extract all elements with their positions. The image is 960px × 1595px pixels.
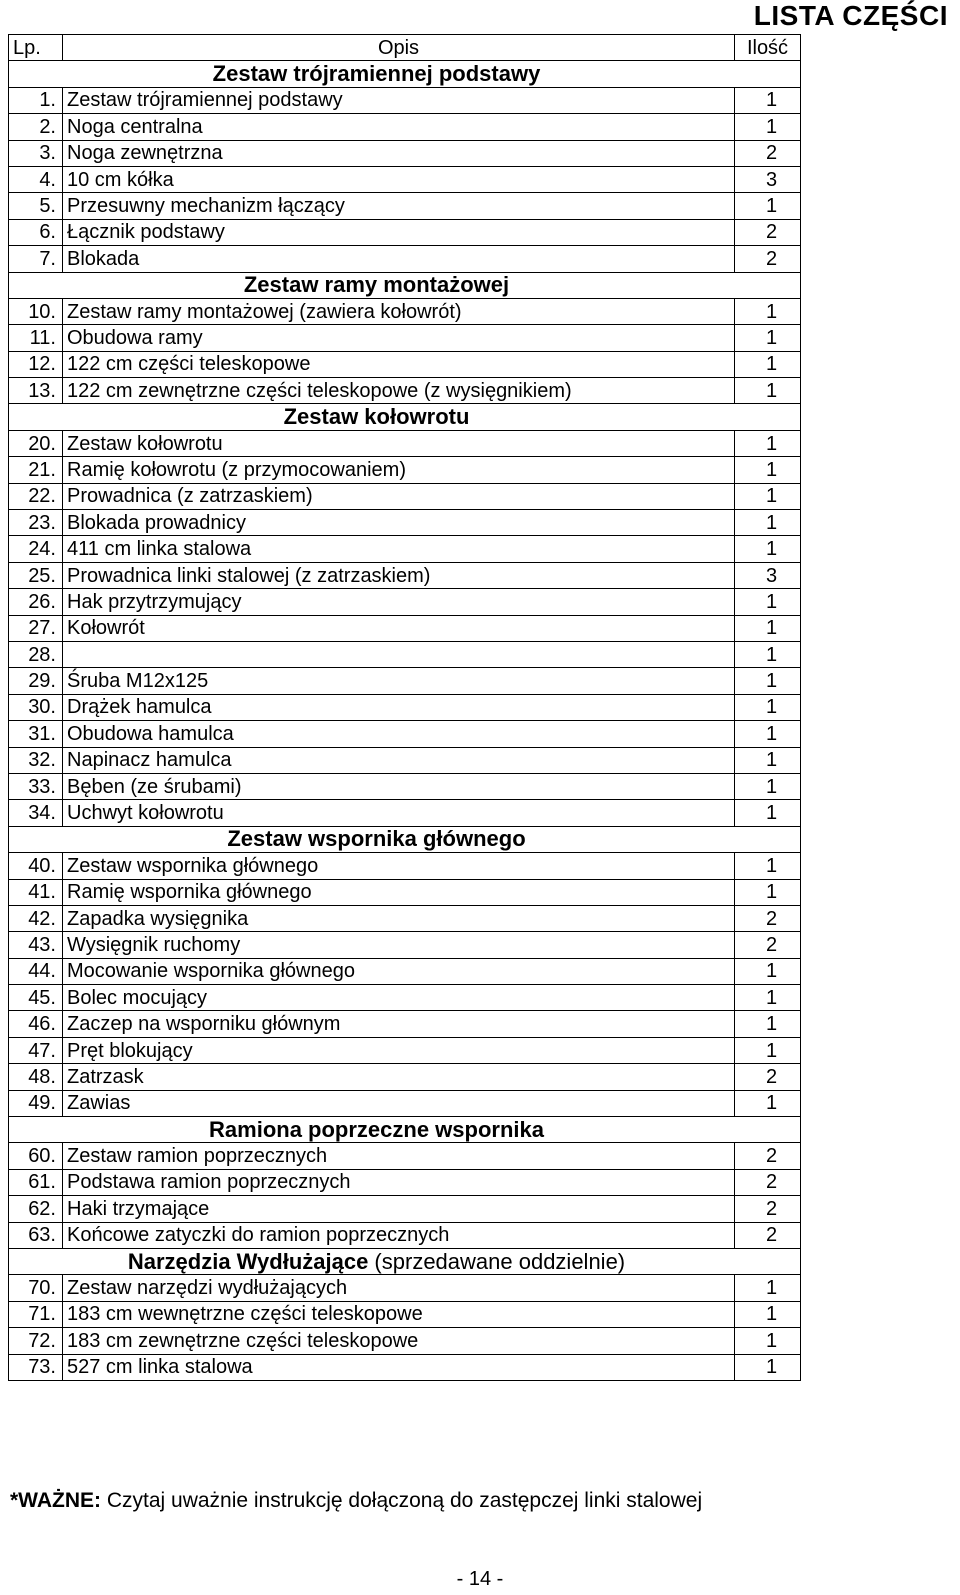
note-label: *WAŻNE: bbox=[10, 1489, 101, 1512]
table-row bbox=[9, 87, 801, 113]
part-quantity: 1 bbox=[735, 430, 801, 456]
part-number: 13. bbox=[9, 378, 63, 404]
part-quantity: 1 bbox=[735, 958, 801, 984]
table-row bbox=[9, 430, 801, 456]
part-quantity: 2 bbox=[735, 1169, 801, 1195]
part-number: 49. bbox=[9, 1090, 63, 1116]
part-number: 1. bbox=[9, 87, 63, 113]
section-title-bold: Zestaw kołowrotu bbox=[283, 404, 470, 430]
table-row bbox=[9, 483, 801, 509]
table-row bbox=[9, 615, 801, 641]
part-number: 44. bbox=[9, 958, 63, 984]
part-number: 71. bbox=[9, 1301, 63, 1327]
part-number: 45. bbox=[9, 985, 63, 1011]
part-quantity: 1 bbox=[735, 193, 801, 219]
part-quantity: 1 bbox=[735, 853, 801, 879]
part-quantity: 1 bbox=[735, 668, 801, 694]
section-row bbox=[9, 1117, 801, 1143]
part-number: 63. bbox=[9, 1222, 63, 1248]
part-description: Ramię kołowrotu (z przymocowaniem) bbox=[63, 457, 735, 483]
part-description: Mocowanie wspornika głównego bbox=[63, 958, 735, 984]
part-number: 11. bbox=[9, 325, 63, 351]
table-row bbox=[9, 800, 801, 826]
table-row bbox=[9, 166, 801, 192]
part-number: 4. bbox=[9, 166, 63, 192]
table-header-row bbox=[9, 35, 801, 61]
part-description: Przesuwny mechanizm łączący bbox=[63, 193, 735, 219]
table-row bbox=[9, 853, 801, 879]
section-title bbox=[9, 61, 801, 87]
section-title-bold: Ramiona poprzeczne wspornika bbox=[209, 1116, 544, 1142]
part-quantity: 2 bbox=[735, 932, 801, 958]
part-number: 27. bbox=[9, 615, 63, 641]
part-number: 2. bbox=[9, 114, 63, 140]
part-description: Prowadnica linki stalowej (z zatrzaskiem) bbox=[63, 562, 735, 588]
part-quantity: 1 bbox=[735, 378, 801, 404]
header-description: Opis bbox=[63, 35, 735, 61]
part-description: Bęben (ze śrubami) bbox=[63, 773, 735, 799]
part-description: Zestaw ramy montażowej (zawiera kołowrót) bbox=[63, 298, 735, 324]
part-description: Zatrzask bbox=[63, 1064, 735, 1090]
table-row bbox=[9, 668, 801, 694]
part-description: 122 cm części teleskopowe bbox=[63, 351, 735, 377]
table-row bbox=[9, 1064, 801, 1090]
part-description: Prowadnica (z zatrzaskiem) bbox=[63, 483, 735, 509]
part-number: 30. bbox=[9, 694, 63, 720]
section-row bbox=[9, 826, 801, 852]
part-quantity: 1 bbox=[735, 747, 801, 773]
part-number: 43. bbox=[9, 932, 63, 958]
part-number: 5. bbox=[9, 193, 63, 219]
part-quantity: 1 bbox=[735, 615, 801, 641]
table-row bbox=[9, 747, 801, 773]
part-number: 23. bbox=[9, 510, 63, 536]
table-row bbox=[9, 694, 801, 720]
part-quantity: 1 bbox=[735, 114, 801, 140]
section-row bbox=[9, 1248, 801, 1274]
part-description: Końcowe zatyczki do ramion poprzecznych bbox=[63, 1222, 735, 1248]
part-quantity: 1 bbox=[735, 325, 801, 351]
section-row bbox=[9, 404, 801, 430]
part-quantity: 1 bbox=[735, 536, 801, 562]
section-title-note: (sprzedawane oddzielnie) bbox=[368, 1248, 626, 1274]
part-quantity: 1 bbox=[735, 298, 801, 324]
part-number: 20. bbox=[9, 430, 63, 456]
part-description: Obudowa ramy bbox=[63, 325, 735, 351]
part-description: Bolec mocujący bbox=[63, 985, 735, 1011]
header-quantity: Ilość bbox=[735, 35, 801, 61]
part-number: 46. bbox=[9, 1011, 63, 1037]
header-lp: Lp. bbox=[9, 35, 63, 61]
part-number: 28. bbox=[9, 641, 63, 667]
part-number: 25. bbox=[9, 562, 63, 588]
table-row bbox=[9, 351, 801, 377]
part-description: Śruba M12x125 bbox=[63, 668, 735, 694]
part-description: Noga centralna bbox=[63, 114, 735, 140]
table-row bbox=[9, 219, 801, 245]
part-quantity: 1 bbox=[735, 589, 801, 615]
part-quantity: 1 bbox=[735, 87, 801, 113]
part-description: Napinacz hamulca bbox=[63, 747, 735, 773]
section-title bbox=[9, 272, 801, 298]
part-quantity: 2 bbox=[735, 219, 801, 245]
part-description: 122 cm zewnętrzne części teleskopowe (z wysięgnikiem) bbox=[63, 378, 735, 404]
part-number: 32. bbox=[9, 747, 63, 773]
part-description: Drążek hamulca bbox=[63, 694, 735, 720]
part-quantity: 2 bbox=[735, 905, 801, 931]
table-row bbox=[9, 641, 801, 667]
table-row bbox=[9, 1196, 801, 1222]
table-row bbox=[9, 1037, 801, 1063]
part-description bbox=[63, 641, 735, 667]
section-row bbox=[9, 272, 801, 298]
part-number: 61. bbox=[9, 1169, 63, 1195]
table-row bbox=[9, 985, 801, 1011]
part-quantity: 1 bbox=[735, 1275, 801, 1301]
table-row bbox=[9, 246, 801, 272]
table-row bbox=[9, 536, 801, 562]
part-description: Obudowa hamulca bbox=[63, 721, 735, 747]
part-number: 6. bbox=[9, 219, 63, 245]
part-description: Zestaw ramion poprzecznych bbox=[63, 1143, 735, 1169]
part-number: 29. bbox=[9, 668, 63, 694]
part-quantity: 1 bbox=[735, 510, 801, 536]
page-title: LISTA CZĘŚCI bbox=[753, 0, 948, 31]
table-row bbox=[9, 1169, 801, 1195]
part-quantity: 1 bbox=[735, 694, 801, 720]
part-quantity: 1 bbox=[735, 721, 801, 747]
part-number: 41. bbox=[9, 879, 63, 905]
part-quantity: 1 bbox=[735, 800, 801, 826]
part-quantity: 2 bbox=[735, 1196, 801, 1222]
part-description: Zestaw narzędzi wydłużających bbox=[63, 1275, 735, 1301]
section-title bbox=[9, 1117, 801, 1143]
part-number: 10. bbox=[9, 298, 63, 324]
section-title-bold: Narzędzia Wydłużające bbox=[127, 1248, 369, 1274]
part-number: 70. bbox=[9, 1275, 63, 1301]
part-quantity: 1 bbox=[735, 879, 801, 905]
part-quantity: 2 bbox=[735, 1143, 801, 1169]
part-quantity: 1 bbox=[735, 1037, 801, 1063]
part-quantity: 2 bbox=[735, 246, 801, 272]
part-description: Zestaw wspornika głównego bbox=[63, 853, 735, 879]
part-quantity: 1 bbox=[735, 1090, 801, 1116]
part-description: 183 cm wewnętrzne części teleskopowe bbox=[63, 1301, 735, 1327]
part-number: 21. bbox=[9, 457, 63, 483]
part-quantity: 1 bbox=[735, 483, 801, 509]
part-quantity: 1 bbox=[735, 457, 801, 483]
page-number: - 14 - bbox=[456, 1568, 504, 1590]
part-description: Uchwyt kołowrotu bbox=[63, 800, 735, 826]
section-title-bold: Zestaw wspornika głównego bbox=[227, 826, 526, 852]
part-quantity: 1 bbox=[735, 641, 801, 667]
table-row bbox=[9, 378, 801, 404]
part-quantity: 1 bbox=[735, 1354, 801, 1380]
table-row bbox=[9, 879, 801, 905]
table-row bbox=[9, 1011, 801, 1037]
part-number: 62. bbox=[9, 1196, 63, 1222]
part-number: 72. bbox=[9, 1328, 63, 1354]
note-text: Czytaj uważnie instrukcję dołączoną do zastępczej linki stalowej bbox=[101, 1489, 703, 1512]
section-title bbox=[9, 1248, 801, 1274]
part-description: Zaczep na wsporniku głównym bbox=[63, 1011, 735, 1037]
table-row bbox=[9, 1275, 801, 1301]
table-row bbox=[9, 457, 801, 483]
part-description: 10 cm kółka bbox=[63, 166, 735, 192]
part-quantity: 2 bbox=[735, 1222, 801, 1248]
part-quantity: 1 bbox=[735, 1301, 801, 1327]
part-number: 40. bbox=[9, 853, 63, 879]
part-description: Blokada prowadnicy bbox=[63, 510, 735, 536]
table-row bbox=[9, 1354, 801, 1380]
part-description: Haki trzymające bbox=[63, 1196, 735, 1222]
section-title-bold: Zestaw ramy montażowej bbox=[243, 272, 510, 298]
part-number: 48. bbox=[9, 1064, 63, 1090]
parts-table-body bbox=[9, 61, 801, 1381]
part-number: 33. bbox=[9, 773, 63, 799]
important-note bbox=[10, 1489, 702, 1513]
table-row bbox=[9, 114, 801, 140]
part-description: Blokada bbox=[63, 246, 735, 272]
section-title bbox=[9, 404, 801, 430]
part-description: Wysięgnik ruchomy bbox=[63, 932, 735, 958]
part-description: Kołowrót bbox=[63, 615, 735, 641]
part-number: 7. bbox=[9, 246, 63, 272]
part-number: 3. bbox=[9, 140, 63, 166]
part-quantity: 2 bbox=[735, 140, 801, 166]
parts-table bbox=[8, 34, 801, 1381]
part-description: Zapadka wysięgnika bbox=[63, 905, 735, 931]
table-row bbox=[9, 510, 801, 536]
table-row bbox=[9, 958, 801, 984]
part-quantity: 1 bbox=[735, 1328, 801, 1354]
part-quantity: 1 bbox=[735, 351, 801, 377]
table-row bbox=[9, 773, 801, 799]
table-row bbox=[9, 721, 801, 747]
table-row bbox=[9, 325, 801, 351]
part-description: Zestaw trójramiennej podstawy bbox=[63, 87, 735, 113]
section-title-bold: Zestaw trójramiennej podstawy bbox=[212, 61, 541, 87]
part-description: 411 cm linka stalowa bbox=[63, 536, 735, 562]
part-description: Hak przytrzymujący bbox=[63, 589, 735, 615]
part-number: 42. bbox=[9, 905, 63, 931]
part-quantity: 2 bbox=[735, 1064, 801, 1090]
part-number: 31. bbox=[9, 721, 63, 747]
part-description: Podstawa ramion poprzecznych bbox=[63, 1169, 735, 1195]
part-number: 60. bbox=[9, 1143, 63, 1169]
table-row bbox=[9, 1222, 801, 1248]
part-quantity: 1 bbox=[735, 1011, 801, 1037]
table-row bbox=[9, 589, 801, 615]
table-row bbox=[9, 905, 801, 931]
part-description: Zawias bbox=[63, 1090, 735, 1116]
part-quantity: 1 bbox=[735, 985, 801, 1011]
part-description: 183 cm zewnętrzne części teleskopowe bbox=[63, 1328, 735, 1354]
table-row bbox=[9, 1301, 801, 1327]
part-description: Łącznik podstawy bbox=[63, 219, 735, 245]
table-row bbox=[9, 1090, 801, 1116]
part-number: 12. bbox=[9, 351, 63, 377]
part-description: Noga zewnętrzna bbox=[63, 140, 735, 166]
section-title bbox=[9, 826, 801, 852]
part-description: Zestaw kołowrotu bbox=[63, 430, 735, 456]
part-number: 34. bbox=[9, 800, 63, 826]
part-number: 47. bbox=[9, 1037, 63, 1063]
section-row bbox=[9, 61, 801, 87]
table-row bbox=[9, 140, 801, 166]
part-description: Ramię wspornika głównego bbox=[63, 879, 735, 905]
part-quantity: 3 bbox=[735, 166, 801, 192]
part-description: Pręt blokujący bbox=[63, 1037, 735, 1063]
part-number: 24. bbox=[9, 536, 63, 562]
table-row bbox=[9, 1143, 801, 1169]
table-row bbox=[9, 193, 801, 219]
table-row bbox=[9, 932, 801, 958]
table-row bbox=[9, 298, 801, 324]
table-row bbox=[9, 562, 801, 588]
part-description: 527 cm linka stalowa bbox=[63, 1354, 735, 1380]
part-number: 73. bbox=[9, 1354, 63, 1380]
part-number: 22. bbox=[9, 483, 63, 509]
part-number: 26. bbox=[9, 589, 63, 615]
part-quantity: 3 bbox=[735, 562, 801, 588]
part-quantity: 1 bbox=[735, 773, 801, 799]
table-row bbox=[9, 1328, 801, 1354]
